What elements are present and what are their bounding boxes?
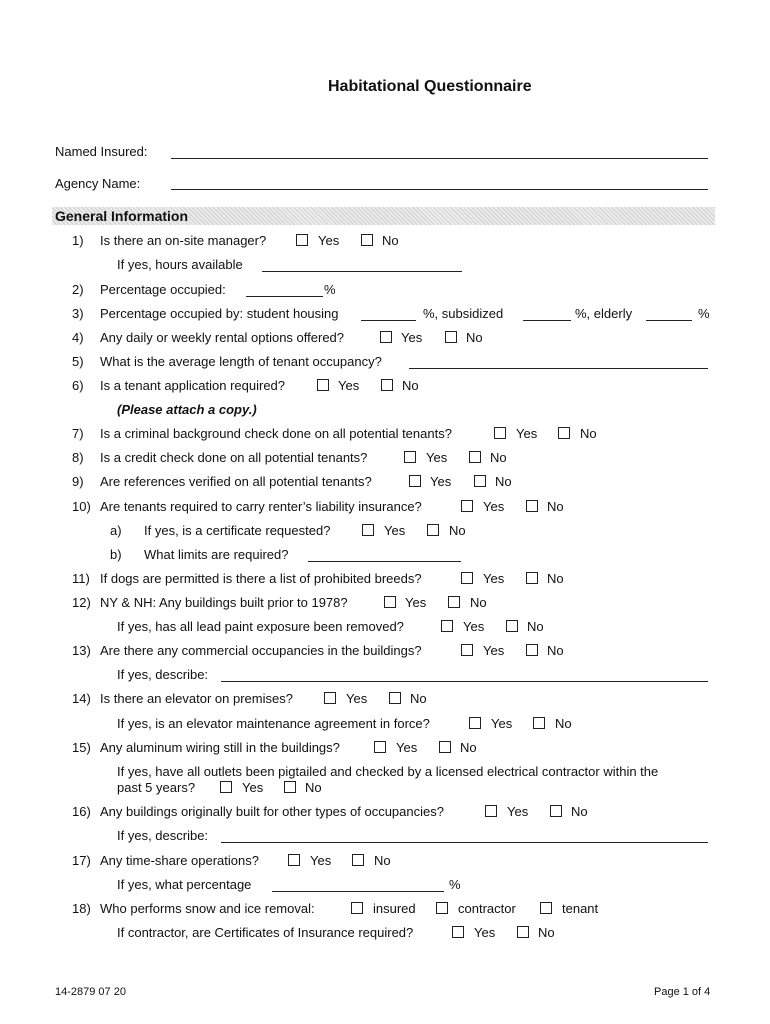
student-housing-field[interactable] [361,320,416,321]
named-insured-field[interactable] [171,158,708,159]
q18-sub-no-checkbox[interactable] [517,926,529,938]
q9-yes-checkbox[interactable] [409,475,421,487]
agency-name-field[interactable] [171,189,708,190]
yes-label: Yes [463,619,485,634]
q12-yes-checkbox[interactable] [384,596,396,608]
question-17-text: Any time-share operations? [100,853,259,868]
yes-label: Yes [242,780,264,795]
no-label: No [547,571,564,586]
q6-no-checkbox[interactable] [381,379,393,391]
hours-available-field[interactable] [262,271,462,272]
question-number: 13) [72,643,91,658]
limits-required-field[interactable] [308,561,461,562]
no-label: No [402,378,419,393]
percent-sign: % [324,282,336,297]
q12-sub-no-checkbox[interactable] [506,620,518,632]
no-label: No [382,233,399,248]
yes-label: Yes [426,450,448,465]
q10-no-checkbox[interactable] [526,500,538,512]
no-label: No [547,499,564,514]
q12-sub-text: If yes, has all lead paint exposure been removed? [117,619,404,634]
no-label: No [374,853,391,868]
question-number: 3) [72,306,84,321]
q7-no-checkbox[interactable] [558,427,570,439]
q6-yes-checkbox[interactable] [317,379,329,391]
question-10-text: Are tenants required to carry renter’s liability insurance? [100,499,422,514]
q18-sub-text: If contractor, are Certificates of Insurance required? [117,925,414,940]
question-1-text: Is there an on-site manager? [100,233,267,248]
q14-no-checkbox[interactable] [389,692,401,704]
snow-removal-contractor-checkbox[interactable] [436,902,448,914]
question-4-text: Any daily or weekly rental options offered? [100,330,345,345]
q15-sub-no-checkbox[interactable] [284,781,296,793]
no-label: No [538,925,555,940]
no-label: No [527,619,544,634]
q10a-no-checkbox[interactable] [427,524,439,536]
question-number: 7) [72,426,84,441]
q17-yes-checkbox[interactable] [288,854,300,866]
question-5-text: What is the average length of tenant occupancy? [100,354,382,369]
agency-name-label: Agency Name: [55,176,141,191]
q14-sub-yes-checkbox[interactable] [469,717,481,729]
q11-yes-checkbox[interactable] [461,572,473,584]
q9-no-checkbox[interactable] [474,475,486,487]
question-14-text: Is there an elevator on premises? [100,691,293,706]
q15-yes-checkbox[interactable] [374,741,386,753]
question-number: 17) [72,853,91,868]
q13-no-checkbox[interactable] [526,644,538,656]
q12-no-checkbox[interactable] [448,596,460,608]
q1-no-checkbox[interactable] [361,234,373,246]
time-share-percentage-field[interactable] [272,891,444,892]
question-18-text: Who performs snow and ice removal: [100,901,315,916]
page-title: Habitational Questionnaire [328,78,532,95]
page-number: Page 1 of 4 [654,986,711,998]
yes-label: Yes [516,426,538,441]
q16-no-checkbox[interactable] [550,805,562,817]
q14-sub-text: If yes, is an elevator maintenance agreement in force? [117,716,430,731]
q15-sub-text-line2: past 5 years? [117,780,196,795]
percent-sign: % [449,877,461,892]
named-insured-label: Named Insured: [55,144,148,159]
yes-label: Yes [483,499,505,514]
contractor-label: contractor [458,901,516,916]
question-7-text: Is a criminal background check done on all potential tenants? [100,426,452,441]
elderly-field[interactable] [646,320,692,321]
q1-yes-checkbox[interactable] [296,234,308,246]
q12-sub-yes-checkbox[interactable] [441,620,453,632]
question-number: 4) [72,330,84,345]
question-2-text: Percentage occupied: [100,282,226,297]
commercial-describe-field[interactable] [221,681,708,682]
yes-label: Yes [474,925,496,940]
q16-sub-text: If yes, describe: [117,828,209,843]
sub-item-number: a) [110,523,122,538]
q8-no-checkbox[interactable] [469,451,481,463]
yes-label: Yes [507,804,529,819]
snow-removal-insured-checkbox[interactable] [351,902,363,914]
yes-label: Yes [430,474,452,489]
q4-yes-checkbox[interactable] [380,331,392,343]
no-label: No [449,523,466,538]
question-11-text: If dogs are permitted is there a list of prohibited breeds? [100,571,422,586]
question-10a-text: If yes, is a certificate requested? [144,523,331,538]
question-number: 1) [72,233,84,248]
question-number: 8) [72,450,84,465]
subsidized-field[interactable] [523,320,571,321]
yes-label: Yes [483,643,505,658]
q14-sub-no-checkbox[interactable] [533,717,545,729]
q10-yes-checkbox[interactable] [461,500,473,512]
no-label: No [547,643,564,658]
q17-no-checkbox[interactable] [352,854,364,866]
yes-label: Yes [346,691,368,706]
q14-yes-checkbox[interactable] [324,692,336,704]
no-label: No [410,691,427,706]
no-label: No [571,804,588,819]
yes-label: Yes [318,233,340,248]
question-6-text: Is a tenant application required? [100,378,286,393]
question-number: 9) [72,474,84,489]
no-label: No [495,474,512,489]
question-number: 2) [72,282,84,297]
q13-sub-text: If yes, describe: [117,667,209,682]
no-label: No [580,426,597,441]
percent-sign: % [698,306,710,321]
question-number: 15) [72,740,91,755]
q1-sub-text: If yes, hours available [117,257,243,272]
tenant-occupancy-field[interactable] [409,368,708,369]
snow-removal-tenant-checkbox[interactable] [540,902,552,914]
question-number: 18) [72,901,91,916]
q11-no-checkbox[interactable] [526,572,538,584]
yes-label: Yes [384,523,406,538]
q15-sub-text-line1: If yes, have all outlets been pigtailed and checked by a licensed electrical contractor within the [117,764,659,779]
elderly-label: %, elderly [575,306,633,321]
no-label: No [470,595,487,610]
question-number: 5) [72,354,84,369]
question-15-text: Any aluminum wiring still in the buildings? [100,740,340,755]
no-label: No [555,716,572,731]
q8-yes-checkbox[interactable] [404,451,416,463]
q7-yes-checkbox[interactable] [494,427,506,439]
q17-sub-text: If yes, what percentage [117,877,252,892]
q15-no-checkbox[interactable] [439,741,451,753]
question-number: 11) [72,571,90,586]
q15-sub-yes-checkbox[interactable] [220,781,232,793]
question-12-text: NY & NH: Any buildings built prior to 1978? [100,595,348,610]
question-number: 14) [72,691,91,706]
question-number: 16) [72,804,91,819]
form-number: 14-2879 07 20 [55,986,126,998]
no-label: No [305,780,322,795]
question-number: 6) [72,378,84,393]
q13-yes-checkbox[interactable] [461,644,473,656]
question-number: 12) [72,595,91,610]
question-16-text: Any buildings originally built for other types of occupancies? [100,804,444,819]
question-10b-text: What limits are required? [144,547,289,562]
yes-label: Yes [491,716,513,731]
percentage-occupied-field[interactable] [246,296,323,297]
question-number: 10) [72,499,91,514]
q4-no-checkbox[interactable] [445,331,457,343]
section-header [52,207,715,225]
no-label: No [460,740,477,755]
q10a-yes-checkbox[interactable] [362,524,374,536]
no-label: No [466,330,483,345]
occupancies-describe-field[interactable] [221,842,708,843]
question-3-text: Percentage occupied by: student housing [100,306,339,321]
q16-yes-checkbox[interactable] [485,805,497,817]
yes-label: Yes [483,571,505,586]
yes-label: Yes [405,595,427,610]
question-13-text: Are there any commercial occupancies in the buildings? [100,643,422,658]
yes-label: Yes [401,330,423,345]
yes-label: Yes [310,853,332,868]
yes-label: Yes [396,740,418,755]
attach-copy-note: (Please attach a copy.) [117,402,257,417]
q18-sub-yes-checkbox[interactable] [452,926,464,938]
question-9-text: Are references verified on all potential tenants? [100,474,372,489]
sub-item-number: b) [110,547,122,562]
insured-label: insured [373,901,416,916]
yes-label: Yes [338,378,360,393]
subsidized-label: %, subsidized [423,306,504,321]
question-8-text: Is a credit check done on all potential tenants? [100,450,368,465]
no-label: No [490,450,507,465]
tenant-label: tenant [562,901,599,916]
section-title: General Information [55,208,189,224]
